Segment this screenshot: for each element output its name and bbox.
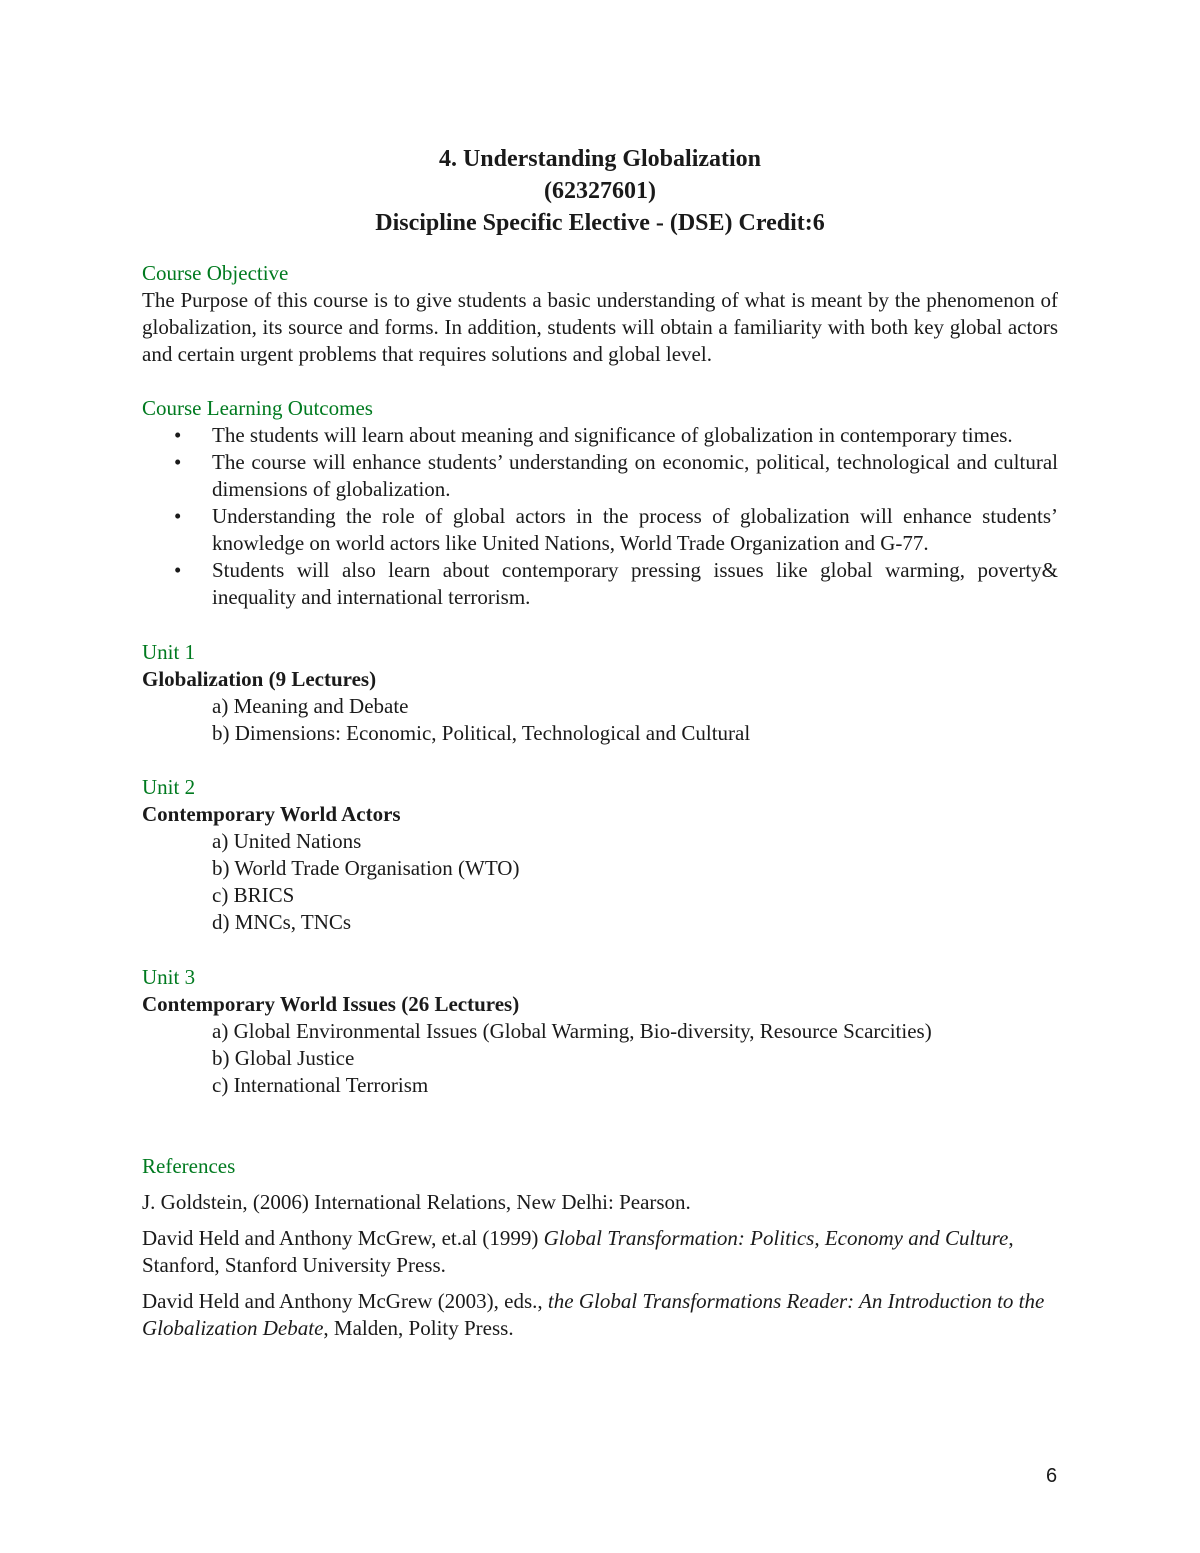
topic-item: c) International Terrorism xyxy=(212,1073,429,1097)
bullet-icon: • xyxy=(174,504,182,528)
outcome-text: Understanding the role of global actors in the process of globalization will enhance students’ knowledge on world actors like United Nations, World Trade Organization and G-77. xyxy=(212,504,1058,555)
reference-title: Global Transformation: Politics, Economy and Culture xyxy=(543,1226,1009,1250)
reference-item xyxy=(142,1288,1058,1342)
topic-item: b) Global Justice xyxy=(212,1046,355,1070)
topic-item: c) BRICS xyxy=(212,883,295,907)
title-block xyxy=(142,143,1058,239)
outcome-text: The students will learn about meaning and significance of globalization in contemporary times. xyxy=(212,423,1013,447)
unit-3 xyxy=(142,964,1058,1099)
bullet-icon: • xyxy=(174,558,182,582)
outcome-text: Students will also learn about contemporary pressing issues like global warming, poverty& inequality and international terrorism. xyxy=(212,558,1058,609)
outcome-text: The course will enhance students’ understanding on economic, political, technological and cultural dimensions of globalization. xyxy=(212,450,1058,501)
unit-title: Contemporary World Issues (26 Lectures) xyxy=(142,992,520,1016)
unit-label: Unit 1 xyxy=(142,640,196,664)
reference-publisher: , Stanford, Stanford University Press. xyxy=(142,1226,1014,1277)
reference-publisher: , Malden, Polity Press. xyxy=(323,1316,514,1340)
reference-item xyxy=(142,1189,1058,1216)
unit-label: Unit 3 xyxy=(142,965,196,989)
outcome-item xyxy=(174,422,1058,449)
unit-2 xyxy=(142,774,1058,936)
references-heading: References xyxy=(142,1154,236,1178)
unit-topics xyxy=(142,828,1058,936)
page-content xyxy=(142,143,1058,1351)
course-code: (62327601) xyxy=(544,178,656,204)
topic-item: a) United Nations xyxy=(212,829,362,853)
outcomes-list xyxy=(142,422,1058,611)
outcomes-heading: Course Learning Outcomes xyxy=(142,396,373,420)
bullet-icon: • xyxy=(174,423,182,447)
unit-topics xyxy=(142,693,1058,747)
unit-title: Contemporary World Actors xyxy=(142,802,401,826)
reference-title: the Global Transformations Reader: An Introduction to the Globalization Debate xyxy=(142,1289,1045,1340)
page-number: 6 xyxy=(1046,1465,1058,1487)
topic-item: a) Global Environmental Issues (Global Warming, Bio-diversity, Resource Scarcities) xyxy=(212,1019,932,1043)
references-list xyxy=(142,1189,1058,1342)
unit-label: Unit 2 xyxy=(142,775,196,799)
outcome-item xyxy=(174,503,1058,557)
topic-item: a) Meaning and Debate xyxy=(212,694,409,718)
topic-item: b) World Trade Organisation (WTO) xyxy=(212,856,520,880)
course-title: 4. Understanding Globalization xyxy=(438,146,762,172)
unit-title: Globalization (9 Lectures) xyxy=(142,667,377,691)
reference-text: J. Goldstein, (2006) International Relations, New Delhi: Pearson. xyxy=(142,1190,691,1214)
unit-topics xyxy=(142,1018,1058,1099)
reference-text: David Held and Anthony McGrew (2003), eds., xyxy=(142,1289,548,1313)
bullet-icon: • xyxy=(174,450,182,474)
unit-1 xyxy=(142,639,1058,747)
course-subtitle: Discipline Specific Elective - (DSE) Credit:6 xyxy=(375,210,825,236)
outcome-item xyxy=(174,449,1058,503)
objective-text: The Purpose of this course is to give students a basic understanding of what is meant by the phenomenon of globalization, its source and forms. In addition, students will obtain a familiarity with both key global actors and certain urgent problems that requires solutions and global level. xyxy=(142,288,1058,366)
reference-text: David Held and Anthony McGrew, et.al (1999) xyxy=(142,1226,544,1250)
topic-item: d) MNCs, TNCs xyxy=(212,910,352,934)
reference-item xyxy=(142,1225,1058,1279)
outcome-item xyxy=(174,557,1058,611)
objective-heading: Course Objective xyxy=(142,261,289,285)
topic-item: b) Dimensions: Economic, Political, Technological and Cultural xyxy=(212,721,751,745)
